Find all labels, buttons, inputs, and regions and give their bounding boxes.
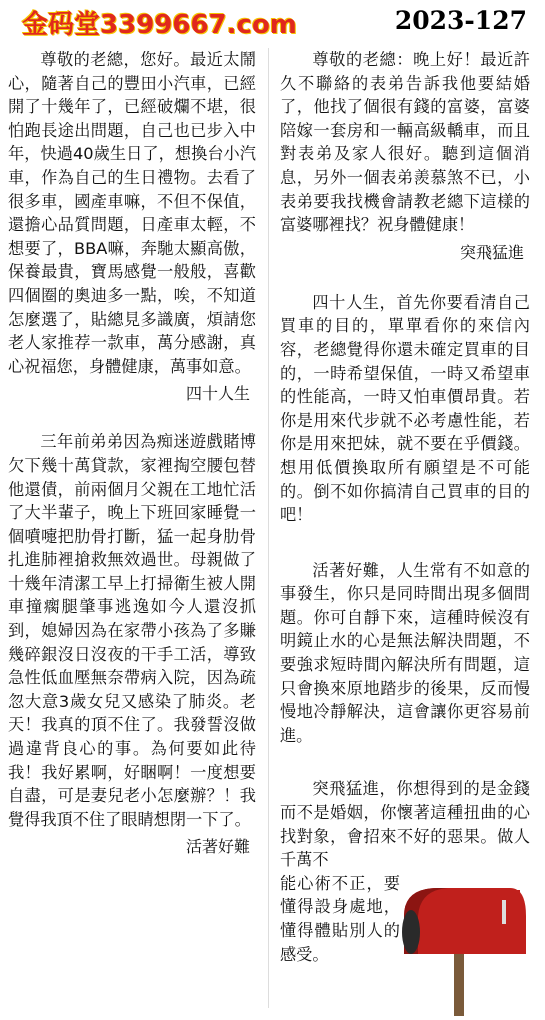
letter-life-hard: 三年前弟弟因為痴迷遊戲賭博欠下幾十萬貸款，家裡掏空腰包替他還債，前兩個月父親在工地忙活了大半輩子，晚上下班回家睡覺一個噴嚏把肋骨打斷，猛一起身肋骨扎進肺裡搶救無效過世。母親做了十幾年清潔工早上打掃衛生被人開車撞瘸腿肇事逃逸如今人還沒抓到，媳婦因為在家帶小孩為了多賺幾碎銀沒日沒夜的干手工活，導致急性低血壓無奈帶病入院，因為疏忽大意3歲女兒又感染了肺炎。老天！我真的頂不住了。我發誓沒做過違背良心的事。為何要如此待我！我好累啊，好睏啊！一度想要自盡，可是妻兒老小怎麼辦？！我覺得我頂不住了眼睛想閉一下了。 bbox=[8, 432, 256, 829]
header bbox=[0, 0, 545, 44]
column-divider bbox=[268, 48, 269, 1008]
reply-life-hard: 活著好難，人生常有不如意的事發生，你只是同時間出現多個問題。你可自靜下來，這種時候沒有明鏡止水的心是無法解決問題，不要強求短時間內解決所有問題，這只會換來原地踏步的後果，反而慢慢地冷靜解決，這會讓你更容易前進。 bbox=[280, 560, 530, 745]
reply-leaps-forward: 突飛猛進，你想得到的是金錢而不是婚姻，你懷著這種扭曲的心找對象，會招來不好的惡果。做人千萬不 bbox=[280, 779, 530, 870]
letter-leaps-forward: 尊敬的老總：晚上好！最近許久不聯絡的表弟告訴我他要結婚了，他找了個很有錢的富婆，富婆陪嫁一套房和一輛高級轎車，而且對表弟及家人很好。聽到這個消息，另外一個表弟羨慕煞不已，小表弟要我找機會請教老總下這樣的富婆哪裡找？祝身體健康！ bbox=[280, 50, 530, 235]
logo-number: 3399667.com bbox=[100, 10, 297, 40]
left-column bbox=[8, 48, 256, 859]
logo-prefix: 金码堂 bbox=[22, 10, 101, 40]
mailbox-icon bbox=[398, 880, 530, 1016]
signature-forty-life: 四十人生 bbox=[185, 384, 250, 404]
signature-leaps-forward: 突飛猛進 bbox=[459, 242, 524, 262]
reply-leaps-forward-end: 能心術不正，要懂得設身處地，懂得體貼別人的感受。 bbox=[280, 873, 400, 964]
issue-number: 2023-127 bbox=[394, 6, 527, 35]
signature-life-hard: 活著好難 bbox=[185, 837, 250, 857]
letter-forty-life: 尊敬的老總，您好。最近太鬧心，隨著自己的豐田小汽車，已經開了十幾年了，已經破爛不堪，很怕跑長途出問題，自己也已步入中年，快過40歲生日了，想換台小汽車，作為自己的生日禮物。去看了很多車，國產車嘛，不但不保值，還擔心品質問題，日產車太輕，不想要了，BBA嘛，奔馳太顯高傲，保養最貴，寶馬感覺一般般，喜歡四個圈的奧迪多一點，唉，不知道怎麼選了，貼總見多識廣，煩請您老人家推荐一款車，萬分感謝，真心祝福您，身體健康，萬事如意。 bbox=[8, 50, 256, 376]
right-column bbox=[280, 48, 530, 966]
reply-forty-life: 四十人生，首先你要看清自己買車的目的，單單看你的來信內容，老總覺得你還未確定買車的目的，一時希望保值，一時又希望車的性能高，一時又怕車價昂貴。若你是用來代步就不必考慮性能，若你是用來把妹，就不要在乎價錢。想用低價換取所有願望是不可能的。倒不如你搞清自己買車的目的吧！ bbox=[280, 292, 530, 525]
site-logo[interactable] bbox=[22, 4, 297, 41]
